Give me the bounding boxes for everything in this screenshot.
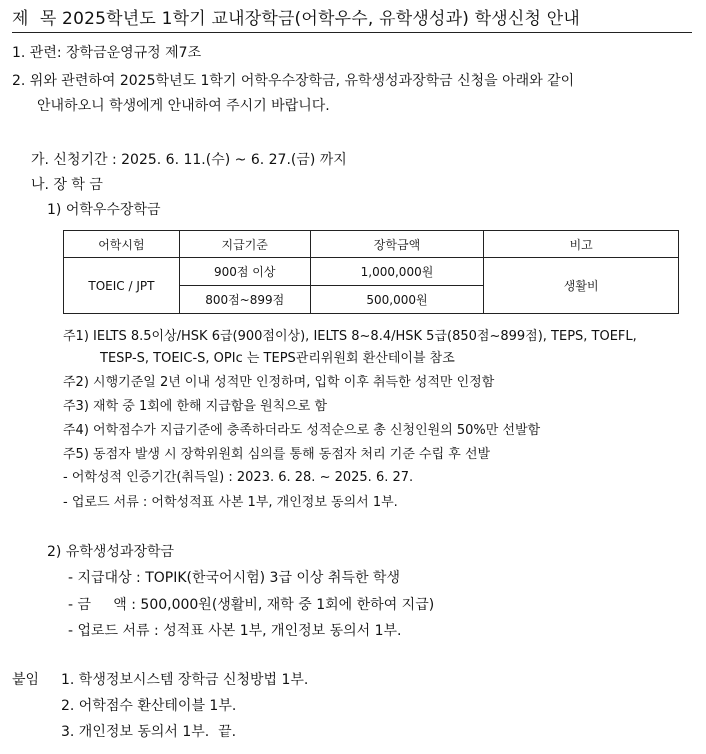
criteria-cell: 800점~899점 — [179, 286, 310, 314]
amount-cell: 500,000원 — [310, 286, 484, 314]
section2-eligibility: - 지급대상 : TOPIK(한국어시험) 3급 이상 취득한 학생 — [68, 570, 400, 586]
scholarship-table — [63, 230, 679, 314]
header-criteria: 지급기준 — [179, 231, 310, 258]
section2-amount: - 금 액 : 500,000원(생활비, 재학 중 1회에 한하여 지급) — [68, 597, 435, 613]
attachment-2: 2. 어학점수 환산테이블 1부. — [61, 698, 237, 714]
table-header-row — [64, 231, 679, 258]
note-cell: 생활비 — [484, 258, 679, 314]
note-5: 주5) 동점자 발생 시 장학위원회 심의를 통해 동점자 처리 기준 수립 후 선발 — [63, 447, 491, 462]
header-amount: 장학금액 — [310, 231, 484, 258]
attachment-3: 3. 개인정보 동의서 1부. 끝. — [61, 724, 237, 740]
document-title: 제 목 2025학년도 1학기 교내장학금(어학우수, 유학생성과) 학생신청 안내 — [12, 9, 580, 29]
note-1: 주1) IELTS 8.5이상/HSK 6급(900점이상), IELTS 8~8.4/HSK 5급(850점~899점), TEPS, TOEFL, — [63, 329, 637, 344]
note-3: 주3) 재학 중 1회에 한해 지급함을 원칙으로 함 — [63, 399, 328, 414]
section2-heading: 2) 유학생성과장학금 — [47, 544, 175, 560]
note-2: 주2) 시행기준일 2년 이내 성적만 인정하며, 입학 이후 취득한 성적만 인정함 — [63, 375, 495, 390]
upload-docs-1: - 업로드 서류 : 어학성적표 사본 1부, 개인정보 동의서 1부. — [63, 495, 398, 510]
cert-period: - 어학성적 인증기간(취득일) : 2023. 6. 28. ~ 2025. 6. 27. — [63, 470, 414, 485]
criteria-cell: 900점 이상 — [179, 258, 310, 286]
header-note: 비고 — [484, 231, 679, 258]
intro-line-2: 안내하오니 학생에게 안내하여 주시기 바랍니다. — [37, 98, 330, 114]
reference-line: 1. 관련: 장학금운영규정 제7조 — [12, 45, 202, 61]
note-4: 주4) 어학점수가 지급기준에 충족하더라도 성적순으로 총 신청인원의 50%만 선발함 — [63, 423, 541, 438]
application-period: 가. 신청기간 : 2025. 6. 11.(수) ~ 6. 27.(금) 까지 — [31, 152, 347, 168]
intro-line-1: 2. 위와 관련하여 2025학년도 1학기 어학우수장학금, 유학생성과장학금 신청을 아래와 같이 — [12, 73, 575, 89]
attachment-1: 1. 학생정보시스템 장학금 신청방법 1부. — [61, 672, 309, 688]
scholarship-heading: 나. 장 학 금 — [31, 177, 103, 193]
note-1-cont: TESP-S, TOEIC-S, OPIc 는 TEPS관리위원회 환산테이블 참조 — [100, 351, 455, 366]
exam-cell: TOEIC / JPT — [64, 258, 180, 314]
header-exam: 어학시험 — [64, 231, 180, 258]
title-underline — [12, 32, 692, 33]
table-row — [64, 258, 679, 286]
section1-heading: 1) 어학우수장학금 — [47, 202, 161, 218]
section2-upload: - 업로드 서류 : 성적표 사본 1부, 개인정보 동의서 1부. — [68, 623, 402, 639]
attachments-label: 붙임 — [12, 672, 40, 688]
amount-cell: 1,000,000원 — [310, 258, 484, 286]
